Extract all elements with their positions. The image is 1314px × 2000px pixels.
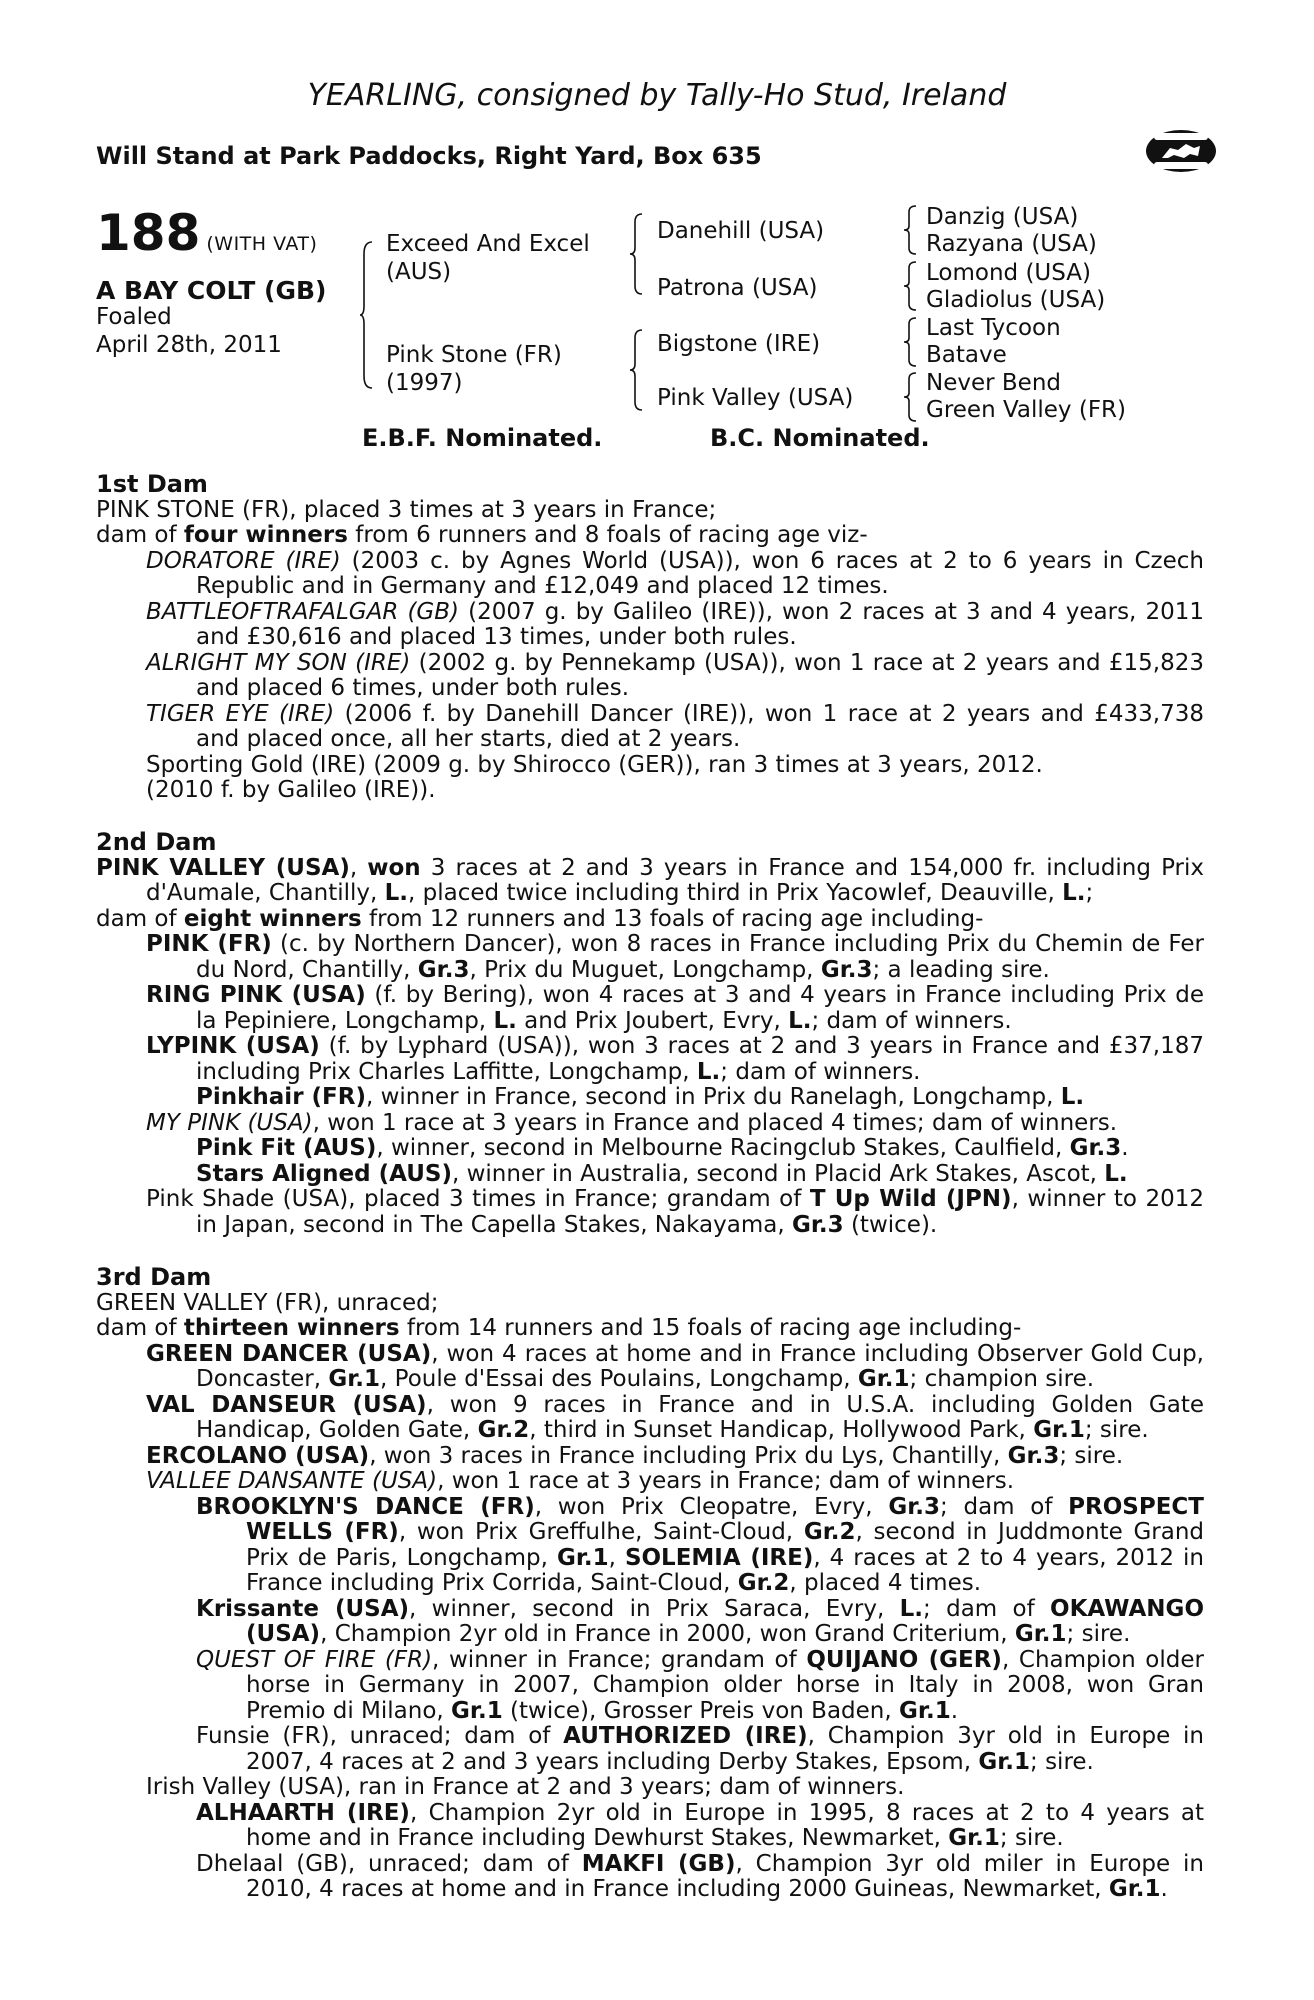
pedigree-brace-g12	[904, 204, 918, 256]
pedigree-brace-main	[360, 240, 374, 390]
dam-produce-summary: dam of eight winners from 12 runners and 13 foals of racing age including-	[96, 905, 984, 932]
page-heading: YEARLING, consigned by Tally-Ho Stud, Ireland	[307, 78, 1007, 113]
produce-entry: DORATORE (IRE) (2003 c. by Agnes World (USA)), won 6 races at 2 to 6 years in Czech Republic and in Germany and £12,049 and placed 12 times.	[146, 547, 1204, 599]
pedigree-sire: Exceed And Excel (AUS)	[386, 231, 590, 285]
produce-entry: MY PINK (USA), won 1 race at 3 years in France and placed 4 times; dam of winners.	[146, 1109, 1118, 1136]
pedigree-g2: Razyana (USA)	[926, 231, 1097, 257]
produce-entry: ERCOLANO (USA), won 3 races in France including Prix du Lys, Chantilly, Gr.3; sire.	[146, 1442, 1124, 1469]
produce-entry: Krissante (USA), winner, second in Prix Saraca, Evry, L.; dam of OKAWANGO (USA), Champion 2yr old in France in 2000, won Grand Criterium, Gr.1; sire.	[196, 1595, 1204, 1647]
produce-entry: ALHAARTH (IRE), Champion 2yr old in Europe in 1995, 8 races at 2 to 4 years at home and in France including Dewhurst Stakes, Newmarket, Gr.1; sire.	[196, 1799, 1204, 1851]
pedigree-g3: Lomond (USA)	[926, 260, 1091, 286]
produce-entry: GREEN DANCER (USA), won 4 races at home and in France including Observer Gold Cup, Doncaster, Gr.1, Poule d'Essai des Poulains, Longchamp, Gr.1; champion sire.	[146, 1340, 1204, 1392]
vat-note: (WITH VAT)	[206, 233, 318, 255]
stand-location: Will Stand at Park Paddocks, Right Yard, Box 635	[96, 142, 762, 170]
produce-entry: BATTLEOFTRAFALGAR (GB) (2007 g. by Galileo (IRE)), won 2 races at 3 and 4 years, 2011 and £30,616 and placed 13 times, under both rules.	[146, 598, 1204, 650]
dam-line: PINK VALLEY (USA), won 3 races at 2 and 3 years in France and 154,000 fr. including Prix d'Aumale, Chantilly, L., placed twice including third in Prix Yacowlef, Deauville, L.;	[96, 854, 1204, 906]
pedigree-brace-g78	[904, 371, 918, 423]
produce-entry: RING PINK (USA) (f. by Bering), won 4 races at 3 and 4 years in France including Prix de la Pepiniere, Longchamp, L. and Prix Joubert, Evry, L.; dam of winners.	[146, 982, 1204, 1034]
lot-description: A BAY COLT (GB)	[96, 276, 327, 305]
section-heading: 3rd Dam	[96, 1263, 212, 1291]
pedigree-dam: Pink Stone (FR) (1997)	[386, 342, 562, 396]
produce-entry: Stars Aligned (AUS), winner in Australia, second in Placid Ark Stakes, Ascot, L.	[196, 1160, 1128, 1187]
pedigree-g4: Gladiolus (USA)	[926, 287, 1106, 313]
section-heading: 2nd Dam	[96, 828, 217, 856]
produce-entry: LYPINK (USA) (f. by Lyphard (USA)), won 3 races at 2 and 3 years in France and £37,187 including Prix Charles Laffitte, Longchamp, L.; dam of winners.	[146, 1033, 1204, 1085]
pedigree-sire-dam: Patrona (USA)	[657, 275, 818, 301]
pedigree-dam-dam: Pink Valley (USA)	[657, 385, 854, 411]
produce-entry: Dhelaal (GB), unraced; dam of MAKFI (GB), Champion 3yr old miler in Europe in 2010, 4 races at home and in France including 2000 Guineas, Newmarket, Gr.1.	[196, 1850, 1204, 1902]
third-dam-section	[96, 1265, 1204, 1903]
produce-entry: Pinkhair (FR), winner in France, second in Prix du Ranelagh, Longchamp, L.	[196, 1084, 1085, 1110]
dam-line: GREEN VALLEY (FR), unraced;	[96, 1289, 439, 1316]
pedigree-sire-sire: Danehill (USA)	[657, 218, 825, 244]
pedigree-g1: Danzig (USA)	[926, 204, 1079, 230]
pedigree-g6: Batave	[926, 342, 1007, 368]
produce-entry: Irish Valley (USA), ran in France at 2 and 3 years; dam of winners.	[146, 1774, 905, 1800]
pedigree-brace-sire	[630, 212, 644, 296]
pedigree-g7: Never Bend	[926, 370, 1061, 396]
produce-entry: PINK (FR) (c. by Northern Dancer), won 8 races in France including Prix du Chemin de Fer du Nord, Chantilly, Gr.3, Prix du Muguet, Longchamp, Gr.3; a leading sire.	[146, 931, 1204, 983]
foaled-label: Foaled	[96, 304, 172, 330]
lot-number-value: 188	[96, 204, 201, 262]
produce-entry: (2010 f. by Galileo (IRE)).	[146, 777, 436, 803]
pedigree-g5: Last Tycoon	[926, 315, 1061, 341]
produce-entry: QUEST OF FIRE (FR), winner in France; grandam of QUIJANO (GER), Champion older horse in Germany in 2007, Champion older horse in Italy in 2008, won Gran Premio di Milano, Gr.1 (twice), Grosser Preis von Baden, Gr.1.	[196, 1646, 1204, 1724]
lot-number	[96, 204, 318, 262]
pedigree-brace-g34	[904, 260, 918, 312]
produce-entry: VALLEE DANSANTE (USA), won 1 race at 3 years in France; dam of winners.	[146, 1468, 1015, 1494]
produce-entry: ALRIGHT MY SON (IRE) (2002 g. by Pennekamp (USA)), won 1 race at 2 years and £15,823 and placed 6 times, under both rules.	[146, 649, 1204, 701]
dam-produce-summary: dam of four winners from 6 runners and 8 foals of racing age viz-	[96, 522, 868, 548]
racing-post-bonus-badge	[1144, 128, 1218, 174]
dam-line: PINK STONE (FR), placed 3 times at 3 years in France;	[96, 496, 717, 523]
produce-entry: Sporting Gold (IRE) (2009 g. by Shirocco (GER)), ran 3 times at 3 years, 2012.	[146, 751, 1043, 778]
produce-entry: Pink Fit (AUS), winner, second in Melbourne Racingclub Stakes, Caulfield, Gr.3.	[196, 1135, 1129, 1161]
second-dam-section	[96, 830, 1204, 1238]
produce-entry: TIGER EYE (IRE) (2006 f. by Danehill Dancer (IRE)), won 1 race at 2 years and £433,738 and placed once, all her starts, died at 2 years.	[146, 700, 1204, 752]
first-dam-section	[96, 472, 1204, 804]
section-heading: 1st Dam	[96, 470, 208, 498]
produce-entry: VAL DANSEUR (USA), won 9 races in France and in U.S.A. including Golden Gate Handicap, Golden Gate, Gr.2, third in Sunset Handicap, Hollywood Park, Gr.1; sire.	[146, 1391, 1204, 1443]
pedigree-brace-g56	[904, 316, 918, 368]
produce-entry: Funsie (FR), unraced; dam of AUTHORIZED (IRE), Champion 3yr old in Europe in 2007, 4 races at 2 and 3 years including Derby Stakes, Epsom, Gr.1; sire.	[196, 1723, 1204, 1775]
dam-produce-summary: dam of thirteen winners from 14 runners and 15 foals of racing age including-	[96, 1315, 1022, 1341]
pedigree-dam-sire: Bigstone (IRE)	[657, 331, 821, 357]
produce-entry: BROOKLYN'S DANCE (FR), won Prix Cleopatre, Evry, Gr.3; dam of PROSPECT WELLS (FR), won Prix Greffulhe, Saint-Cloud, Gr.2, second in Juddmonte Grand Prix de Paris, Longchamp, Gr.1, SOLEMIA (IRE), 4 races at 2 to 4 years, 2012 in France including Prix Corrida, Saint-Cloud, Gr.2, placed 4 times.	[196, 1493, 1205, 1596]
foaled-info	[96, 303, 282, 359]
foaled-date: April 28th, 2011	[96, 332, 282, 358]
produce-entry: Pink Shade (USA), placed 3 times in France; grandam of T Up Wild (JPN), winner to 2012 in Japan, second in The Capella Stakes, Nakayama, Gr.3 (twice).	[146, 1186, 1204, 1238]
bc-nominated: B.C. Nominated.	[710, 424, 930, 452]
ebf-nominated: E.B.F. Nominated.	[362, 424, 603, 452]
pedigree-brace-dam	[630, 328, 644, 412]
pedigree-g8: Green Valley (FR)	[926, 397, 1127, 423]
